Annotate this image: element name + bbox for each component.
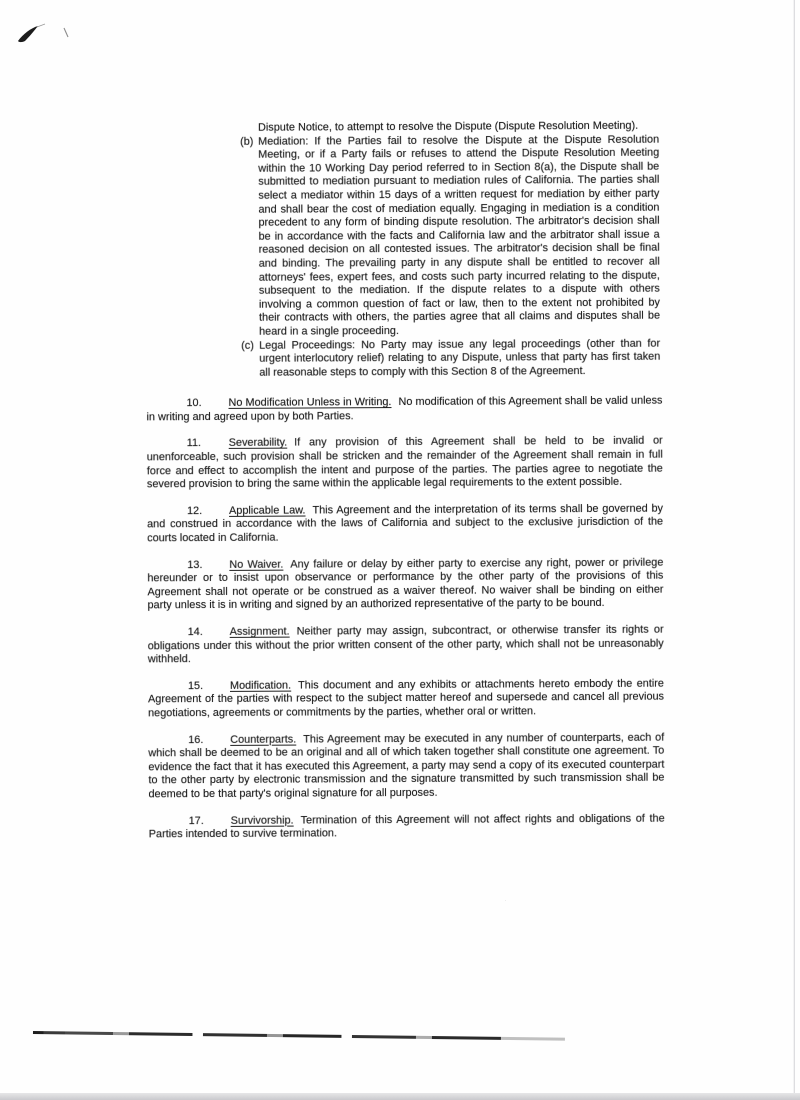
clause-item-c bbox=[241, 337, 661, 380]
section-10 bbox=[146, 395, 662, 425]
section-number: 14. bbox=[187, 626, 203, 639]
clause-item-b bbox=[240, 133, 661, 339]
section-text: No modification of this Agreement shall be valid unless in writing and agreed upon by both Parties. bbox=[146, 394, 663, 424]
scanner-edge-right bbox=[793, 0, 795, 1100]
section-heading: Counterparts. bbox=[230, 733, 297, 746]
section-12 bbox=[147, 502, 663, 545]
section-15 bbox=[148, 677, 664, 720]
scan-artifact-line bbox=[33, 1031, 565, 1041]
section-number: 12. bbox=[187, 504, 203, 517]
scan-noise bbox=[300, 120, 301, 121]
section-number: 11. bbox=[186, 437, 202, 450]
scanner-edge-bottom bbox=[0, 1093, 800, 1100]
section-heading: Modification. bbox=[229, 679, 292, 692]
section-text: Neither party may assign, subcontract, or otherwise transfer its rights or obligations under this without the prior written consent of the other party, which shall not be unreasonably withheld. bbox=[147, 623, 664, 666]
clause-label: (b) bbox=[240, 135, 254, 148]
document-body bbox=[145, 120, 665, 842]
section-number: 16. bbox=[188, 733, 204, 746]
section-heading: Applicable Law. bbox=[229, 504, 306, 517]
section-heading: No Modification Unless in Writing. bbox=[228, 396, 392, 410]
section-number: 13. bbox=[187, 558, 203, 571]
section-text: This Agreement and the interpretation of its terms shall be governed by and construed in accordance with the laws of California and subject to the exclusive jurisdiction of the courts located in California. bbox=[147, 502, 664, 545]
section-11 bbox=[147, 435, 663, 492]
section-heading: Assignment. bbox=[229, 625, 290, 638]
section-14 bbox=[148, 624, 664, 667]
section-17 bbox=[149, 812, 665, 842]
clause-indent-block bbox=[240, 119, 661, 380]
section-text: Termination of this Agreement will not affect rights and obligations of the Parties intended to survive termination. bbox=[148, 812, 665, 841]
section-number: 10. bbox=[186, 397, 202, 410]
clause-label: (c) bbox=[241, 339, 254, 352]
clause-text: If the Parties fail to resolve the Dispute at the Dispute Resolution Meeting, or if a Party fails or refuses to attend the Dispute Resolution Meeting within the 10 Working Day period referred to in Section 8(a), the Dispute shall be submitted to mediation pursuant to mediation rules of California. The parties shall select a mediator within 15 days of a written request for mediation by either party and shall bear the cost of mediation equally. Engaging in mediation is a condition precedent to any form of binding dispute resolution. The arbitrator's decision shall be in accordance with the facts and California law and the arbitrator shall issue a reasoned decision on all contested issues. The arbitrator's decision shall be final and binding. The prevailing party in any dispute shall be entitled to recover all attorneys' fees, expert fees, and costs such party incurred relating to the dispute, subsequent to the mediation. If the dispute relates to a dispute with others involving a common question of fact or law, then to the extent not prohibited by their contracts with others, the parties agree that all claims and disputes shall be heard in a single proceeding. bbox=[258, 133, 661, 338]
section-number: 15. bbox=[187, 679, 204, 692]
section-heading: Severability. bbox=[228, 437, 288, 450]
section-heading: Survivorship. bbox=[230, 814, 294, 827]
section-text: This Agreement may be executed in any number of counterparts, each of which shall be deemed to be an original and all of which taken together shall constitute one agreement. To evidence the fact that it has executed this Agreement, a party may send a copy of its executed counterpart to the other party by electronic transmission and the signature transmitted by such transmission shall be deemed to be that party's original signature for all purposes. bbox=[148, 731, 665, 801]
section-13 bbox=[147, 556, 663, 613]
clause-heading: Mediation: bbox=[258, 135, 309, 148]
section-16 bbox=[148, 731, 664, 802]
section-number: 17. bbox=[188, 814, 204, 827]
section-text: This document and any exhibits or attachments hereto embody the entire Agreement of the parties with respect to the subject matter hereof and supersede and cancel all previous negotiations, agreements or commitments by the parties, whether oral or written. bbox=[147, 677, 665, 720]
section-text: If any provision of this Agreement shall be held to be invalid or unenforceable, such provision shall be stricken and the remainder of the Agreement shall remain in full force and effect to accomplish the intent and purpose of the parties. The parties agree to negotiate the severed provision to bring the same within the applicable legal requirements to the extent possible. bbox=[146, 435, 663, 491]
clause-text: No Party may issue any legal proceedings (other than for urgent interlocutory relief) relating to any Dispute, unless that party has first taken all reasonable steps to comply with this Section 8 of the Agreement. bbox=[259, 337, 661, 379]
continuation-paragraph: Dispute Notice, to attempt to resolve the Dispute (Dispute Resolution Meeting). bbox=[258, 119, 639, 134]
section-heading: No Waiver. bbox=[229, 558, 284, 571]
clause-heading: Legal Proceedings: bbox=[259, 338, 356, 352]
section-text: Any failure or delay by either party to exercise any right, power or privilege hereunder or to insist upon observance or performance by the other party of the provisions of this Agreement shall not operate or be construed as a waiver thereof. No waiver shall be binding on either party unless it is in writing and signed by an authorized representative of the party to be bound. bbox=[147, 556, 664, 612]
pen-mark-icon bbox=[14, 22, 84, 50]
